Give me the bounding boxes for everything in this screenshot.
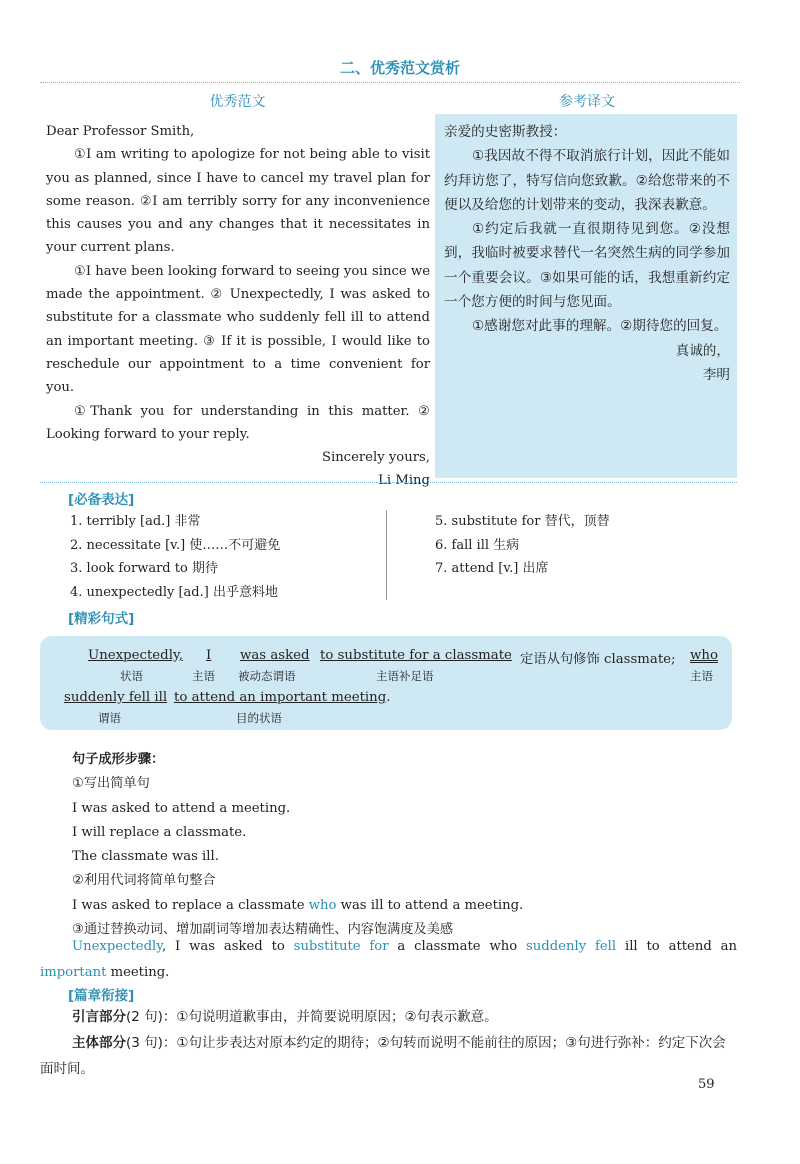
connection-tag: [篇章衔接] — [68, 988, 135, 1004]
grammar-label: 状语 — [120, 669, 143, 683]
expression-item: 4. unexpectedly [ad.] 出乎意料地 — [70, 584, 278, 600]
translation-closing: 真诚的， — [675, 342, 730, 359]
letter-signature: Li Ming — [378, 473, 430, 489]
sentence-note: 定语从句修饰 classmate; — [520, 652, 676, 667]
translation-paragraph-2: ①约定后我就一直很期待见到您。②没想到，我临时被要求替代一名突然生病的同学参加一个重要会议。③如果可能的话，我想重新约定一个您方便的时间与您见面。 — [444, 221, 730, 311]
letter-paragraph-2: ①I have been looking forward to seeing you since we made the appointment. ② Unexpectedly, I was asked to substitute for a classmate who suddenly fell ill to attend an important meeting. ③ If it is possible, I would like to reschedule our appointment to a time convenient for you. — [46, 263, 430, 396]
page-number: 59 — [698, 1077, 715, 1092]
example-sentence: I was asked to replace a classmate who was ill to attend a meeting. — [72, 897, 524, 913]
translation-paragraph-3: ①感谢您对此事的理解。②期待您的回复。 — [472, 318, 728, 335]
divider — [40, 482, 737, 483]
step-heading: ②利用代词将简单句整合 — [72, 873, 216, 889]
sentence-word: to attend an important meeting. — [174, 690, 391, 705]
sentence-word: Unexpectedly, — [88, 648, 183, 663]
grammar-label: 谓语 — [98, 711, 121, 725]
column-header-translation: 参考译文 — [559, 94, 615, 110]
text-connection — [40, 1004, 737, 1082]
expression-item: 1. terribly [ad.] 非常 — [70, 514, 201, 529]
expressions-list-left — [70, 510, 280, 604]
letter-salutation: Dear Professor Smith, — [46, 124, 195, 139]
sentence-word: to substitute for a classmate — [320, 648, 512, 663]
sentence-word: I — [206, 648, 212, 663]
letter-closing: Sincerely yours, — [321, 450, 430, 466]
translation-paragraph-1: ①我因故不得不取消旅行计划，因此不能如约拜访您了，特写信向您致歉。②给您带来的不便以及给您的计划带来的变动，我深表歉意。 — [444, 148, 730, 213]
example-sentence: The classmate was ill. — [72, 849, 219, 865]
expression-item: 5. substitute for 替代，顶替 — [435, 514, 610, 529]
letter-paragraph-3: ①Thank you for understanding in this matter. ② Looking forward to your reply. — [46, 403, 430, 442]
grammar-label: 被动态谓语 — [238, 669, 296, 683]
expression-item: 2. necessitate [v.] 使……不可避免 — [70, 537, 281, 553]
example-sentence: I will replace a classmate. — [72, 824, 247, 840]
sentence-building-steps — [72, 748, 523, 942]
model-letter — [46, 120, 430, 493]
sentence-pattern-tag: [精彩句式] — [68, 611, 135, 627]
connection-paragraph: 主体部分(3 句)：①句让步表达对原本约定的期待；②句转而说明不能前往的原因；③句进行弥补：约定下次会面时间。 — [40, 1035, 726, 1077]
connection-paragraph: 引言部分(2 句)：①句说明道歉事由，并简要说明原因；②句表示歉意。 — [72, 1009, 498, 1025]
grammar-label: 主语 — [192, 669, 215, 683]
divider — [40, 82, 740, 83]
vertical-divider — [386, 510, 387, 600]
steps-title: 句子成形步骤： — [72, 752, 165, 767]
sentence-word: suddenly fell ill — [64, 690, 168, 705]
grammar-label: 主语 — [690, 669, 713, 683]
final-sentence: Unexpectedly, I was asked to substitute for a classmate who suddenly fell ill to attend an important meeting. — [40, 939, 737, 980]
letter-paragraph-1: ①I am writing to apologize for not being able to visit you as planned, since I have to cancel my travel plan for some reason. ②I am terribly sorry for any inconvenience this causes you and any changes that it necessitates in your current plans. — [46, 147, 430, 256]
sentence-word: who — [690, 648, 718, 663]
grammar-label: 目的状语 — [236, 711, 282, 725]
section-title: 二、优秀范文赏析 — [339, 59, 460, 77]
step-heading: ①写出简单句 — [72, 776, 150, 792]
expressions-tag: [必备表达] — [68, 492, 135, 508]
column-header-essay: 优秀范文 — [209, 94, 266, 110]
sentence-analysis-box — [40, 636, 732, 730]
expression-item: 7. attend [v.] 出席 — [435, 561, 549, 576]
expression-item: 6. fall ill 生病 — [435, 537, 520, 553]
example-sentence: I was asked to attend a meeting. — [72, 800, 291, 816]
translation-text — [444, 120, 730, 387]
expression-item: 3. look forward to 期待 — [70, 561, 218, 576]
sentence-word: was asked — [240, 648, 310, 663]
step-heading: ③通过替换动词、增加副词等增加表达精确性、内容饱满度及美感 — [72, 922, 454, 938]
expressions-list-right — [435, 510, 610, 581]
translation-salutation: 亲爱的史密斯教授： — [444, 124, 567, 140]
grammar-label: 主语补足语 — [376, 669, 434, 683]
translation-signature: 李明 — [702, 366, 730, 383]
